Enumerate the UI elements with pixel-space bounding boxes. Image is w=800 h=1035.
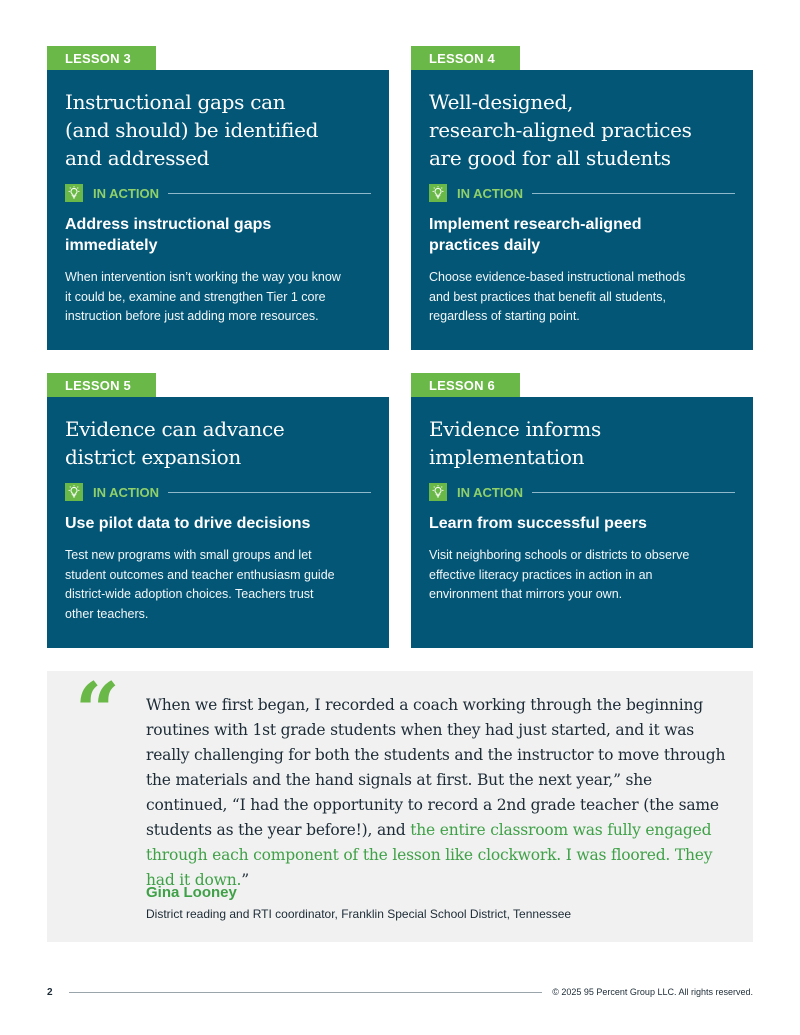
lesson-tag: LESSON 5 (47, 373, 156, 397)
lesson-title: Instructional gaps can (and should) be identified and addressed (65, 90, 319, 170)
action-title: Learn from successful peers (429, 515, 647, 532)
lesson-card-body (411, 70, 753, 350)
quote-author-role: District reading and RTI coordinator, Franklin Special School District, Tennessee (146, 907, 572, 921)
quote-text-highlight: the entire classroom was fully engaged through each component of the lesson like clockwork. I was floored. They had it down. (146, 821, 713, 889)
lesson-tag: LESSON 6 (411, 373, 520, 397)
lesson-card-body (47, 70, 389, 350)
lesson-title: Well-designed, research-aligned practices are good for all students (429, 90, 692, 170)
lesson-card (47, 373, 389, 648)
testimonial-quote (47, 666, 753, 942)
copyright-text: © 2025 95 Percent Group LLC. All rights reserved. (552, 987, 753, 997)
lesson-card (47, 46, 389, 350)
divider (532, 492, 735, 493)
in-action-row (65, 182, 371, 204)
quote-text (146, 693, 726, 893)
quote-mark-icon: “ (75, 666, 120, 757)
in-action-label: IN ACTION (93, 484, 159, 500)
lesson-card-body (47, 397, 389, 648)
in-action-label: IN ACTION (93, 185, 159, 201)
quote-text-plain: When we first began, I recorded a coach working through the beginning routines with 1st grade students when they had just started, and it was really challenging for both the students and the instructor to move through the materials and the hand signals at first. But the next year,” she continued, “I had the opportunity to record a 2nd grade teacher (the same students as the year before!), and (146, 696, 726, 839)
lightbulb-icon (429, 184, 447, 202)
action-title: Use pilot data to drive decisions (65, 515, 311, 532)
in-action-label: IN ACTION (457, 185, 523, 201)
action-body: Test new programs with small groups and let student outcomes and teacher enthusiasm guide district-wide adoption choices. Teachers trust other teachers. (65, 548, 335, 621)
lightbulb-icon (429, 483, 447, 501)
lesson-title: Evidence can advance district expansion (65, 417, 285, 469)
action-title: Address instructional gaps immediately (65, 216, 272, 254)
footer-divider (69, 992, 542, 993)
lightbulb-icon (65, 483, 83, 501)
divider (532, 193, 735, 194)
divider (168, 492, 371, 493)
lesson-tag: LESSON 3 (47, 46, 156, 70)
quote-author: Gina Looney (146, 884, 237, 901)
page-footer (47, 984, 753, 1000)
in-action-row (429, 182, 735, 204)
quote-text-end: ” (241, 871, 249, 889)
lesson-title: Evidence informs implementation (429, 417, 601, 469)
lightbulb-icon (65, 184, 83, 202)
action-body: Choose evidence-based instructional methods and best practices that benefit all students, regardless of starting point. (429, 270, 686, 323)
lesson-card (411, 46, 753, 350)
in-action-label: IN ACTION (457, 484, 523, 500)
in-action-row (429, 481, 735, 503)
action-body: When intervention isn’t working the way you know it could be, examine and strengthen Tier 1 core instruction before just adding more resources. (65, 270, 341, 323)
in-action-row (65, 481, 371, 503)
action-title: Implement research-aligned practices daily (429, 216, 642, 254)
lesson-tag: LESSON 4 (411, 46, 520, 70)
page-number: 2 (47, 986, 53, 998)
action-body: Visit neighboring schools or districts to observe effective literacy practices in action in an environment that mirrors your own. (429, 548, 690, 601)
divider (168, 193, 371, 194)
lesson-card (411, 373, 753, 648)
lesson-card-body (411, 397, 753, 648)
